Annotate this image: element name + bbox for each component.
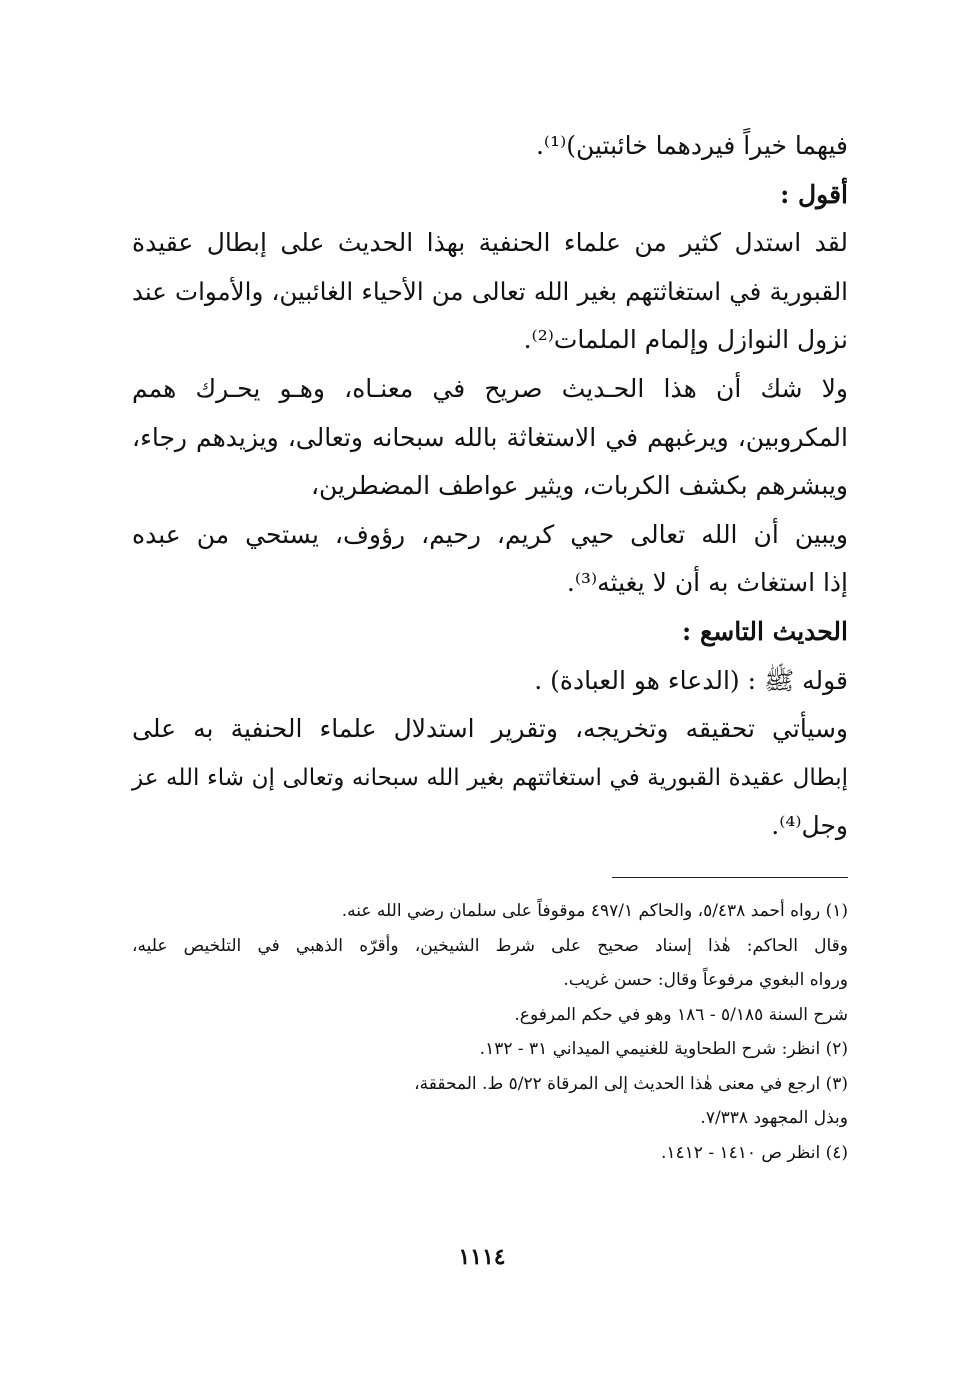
main-text	[132, 122, 848, 851]
section-heading: أقول :	[780, 179, 848, 209]
text-line: القبورية في استغاثتهم بغير الله تعالى من الأحياء الغائبين، والأموات عند	[132, 276, 848, 306]
footnotes	[132, 894, 848, 1170]
page-number: ١١١٤	[458, 1244, 506, 1270]
text-line: فيهما خيراً فيردهما خائبتين)⁽¹⁾.	[535, 131, 848, 160]
footnote-divider	[612, 877, 848, 878]
text-line: ويبشرهم بكشف الكربات، ويثير عواطف المضطرين،	[310, 471, 848, 501]
text-line: ولا شك أن هذا الحـديث صريح في معنـاه، وهـو يحـرك همم	[132, 373, 848, 403]
footnote-line: (٣) ارجع في معنى هٰذا الحديث إلى المرقاة ٥/٢٢ ط. المحققة،	[414, 1073, 848, 1094]
footnote-line: شرح السنة ٥/١٨٥ - ١٨٦ وهو في حكم المرفوع.	[514, 1004, 848, 1025]
text-line: ويبين أن الله تعالى حيي كريم، رحيم، رؤوف، يستحي من عبده	[132, 519, 848, 549]
section-heading: الحديث التاسع :	[682, 616, 848, 646]
footnote-line: وقال الحاكم: هٰذا إسناد صحيح على شرط الشيخين، وأقرّه الذهبي في التلخيص عليه،	[132, 935, 848, 956]
text-line: إذا استغاث به أن لا يغيثه⁽³⁾.	[566, 568, 848, 598]
text-line: وسيأتي تحقيقه وتخريجه، وتقرير استدلال علماء الحنفية به على	[132, 714, 848, 744]
footnote-line: وبذل المجهود ٧/٣٣٨.	[700, 1108, 848, 1128]
footnote-line: (١) رواه أحمد ٥/٤٣٨، والحاكم ٤٩٧/١ موقوفاً على سلمان رضي الله عنه.	[341, 901, 848, 921]
text-line: نزول النوازل وإلمام الملمات⁽²⁾.	[523, 325, 848, 355]
text-line: لقد استدل كثير من علماء الحنفية بهذا الحديث على إبطال عقيدة	[132, 228, 848, 258]
footnote-line: ورواه البغوي مرفوعاً وقال: حسن غريب.	[563, 970, 848, 990]
text-line: إبطال عقيدة القبورية في استغاثتهم بغير الله سبحانه وتعالى إن شاء الله عز	[132, 764, 848, 791]
text-line: المكروبين، ويرغبهم في الاستغاثة بالله سبحانه وتعالى، ويزيدهم رجاء،	[132, 422, 848, 452]
text-line: قوله ﷺ : (الدعاء هو العبادة) .	[534, 665, 848, 695]
text-line: وجل⁽⁴⁾.	[771, 811, 848, 841]
footnote-line: (٤) انظر ص ١٤١٠ - ١٤١٢.	[661, 1142, 848, 1163]
footnote-line: (٢) انظر: شرح الطحاوية للغنيمي الميداني ٣١ - ١٣٢.	[479, 1039, 848, 1059]
